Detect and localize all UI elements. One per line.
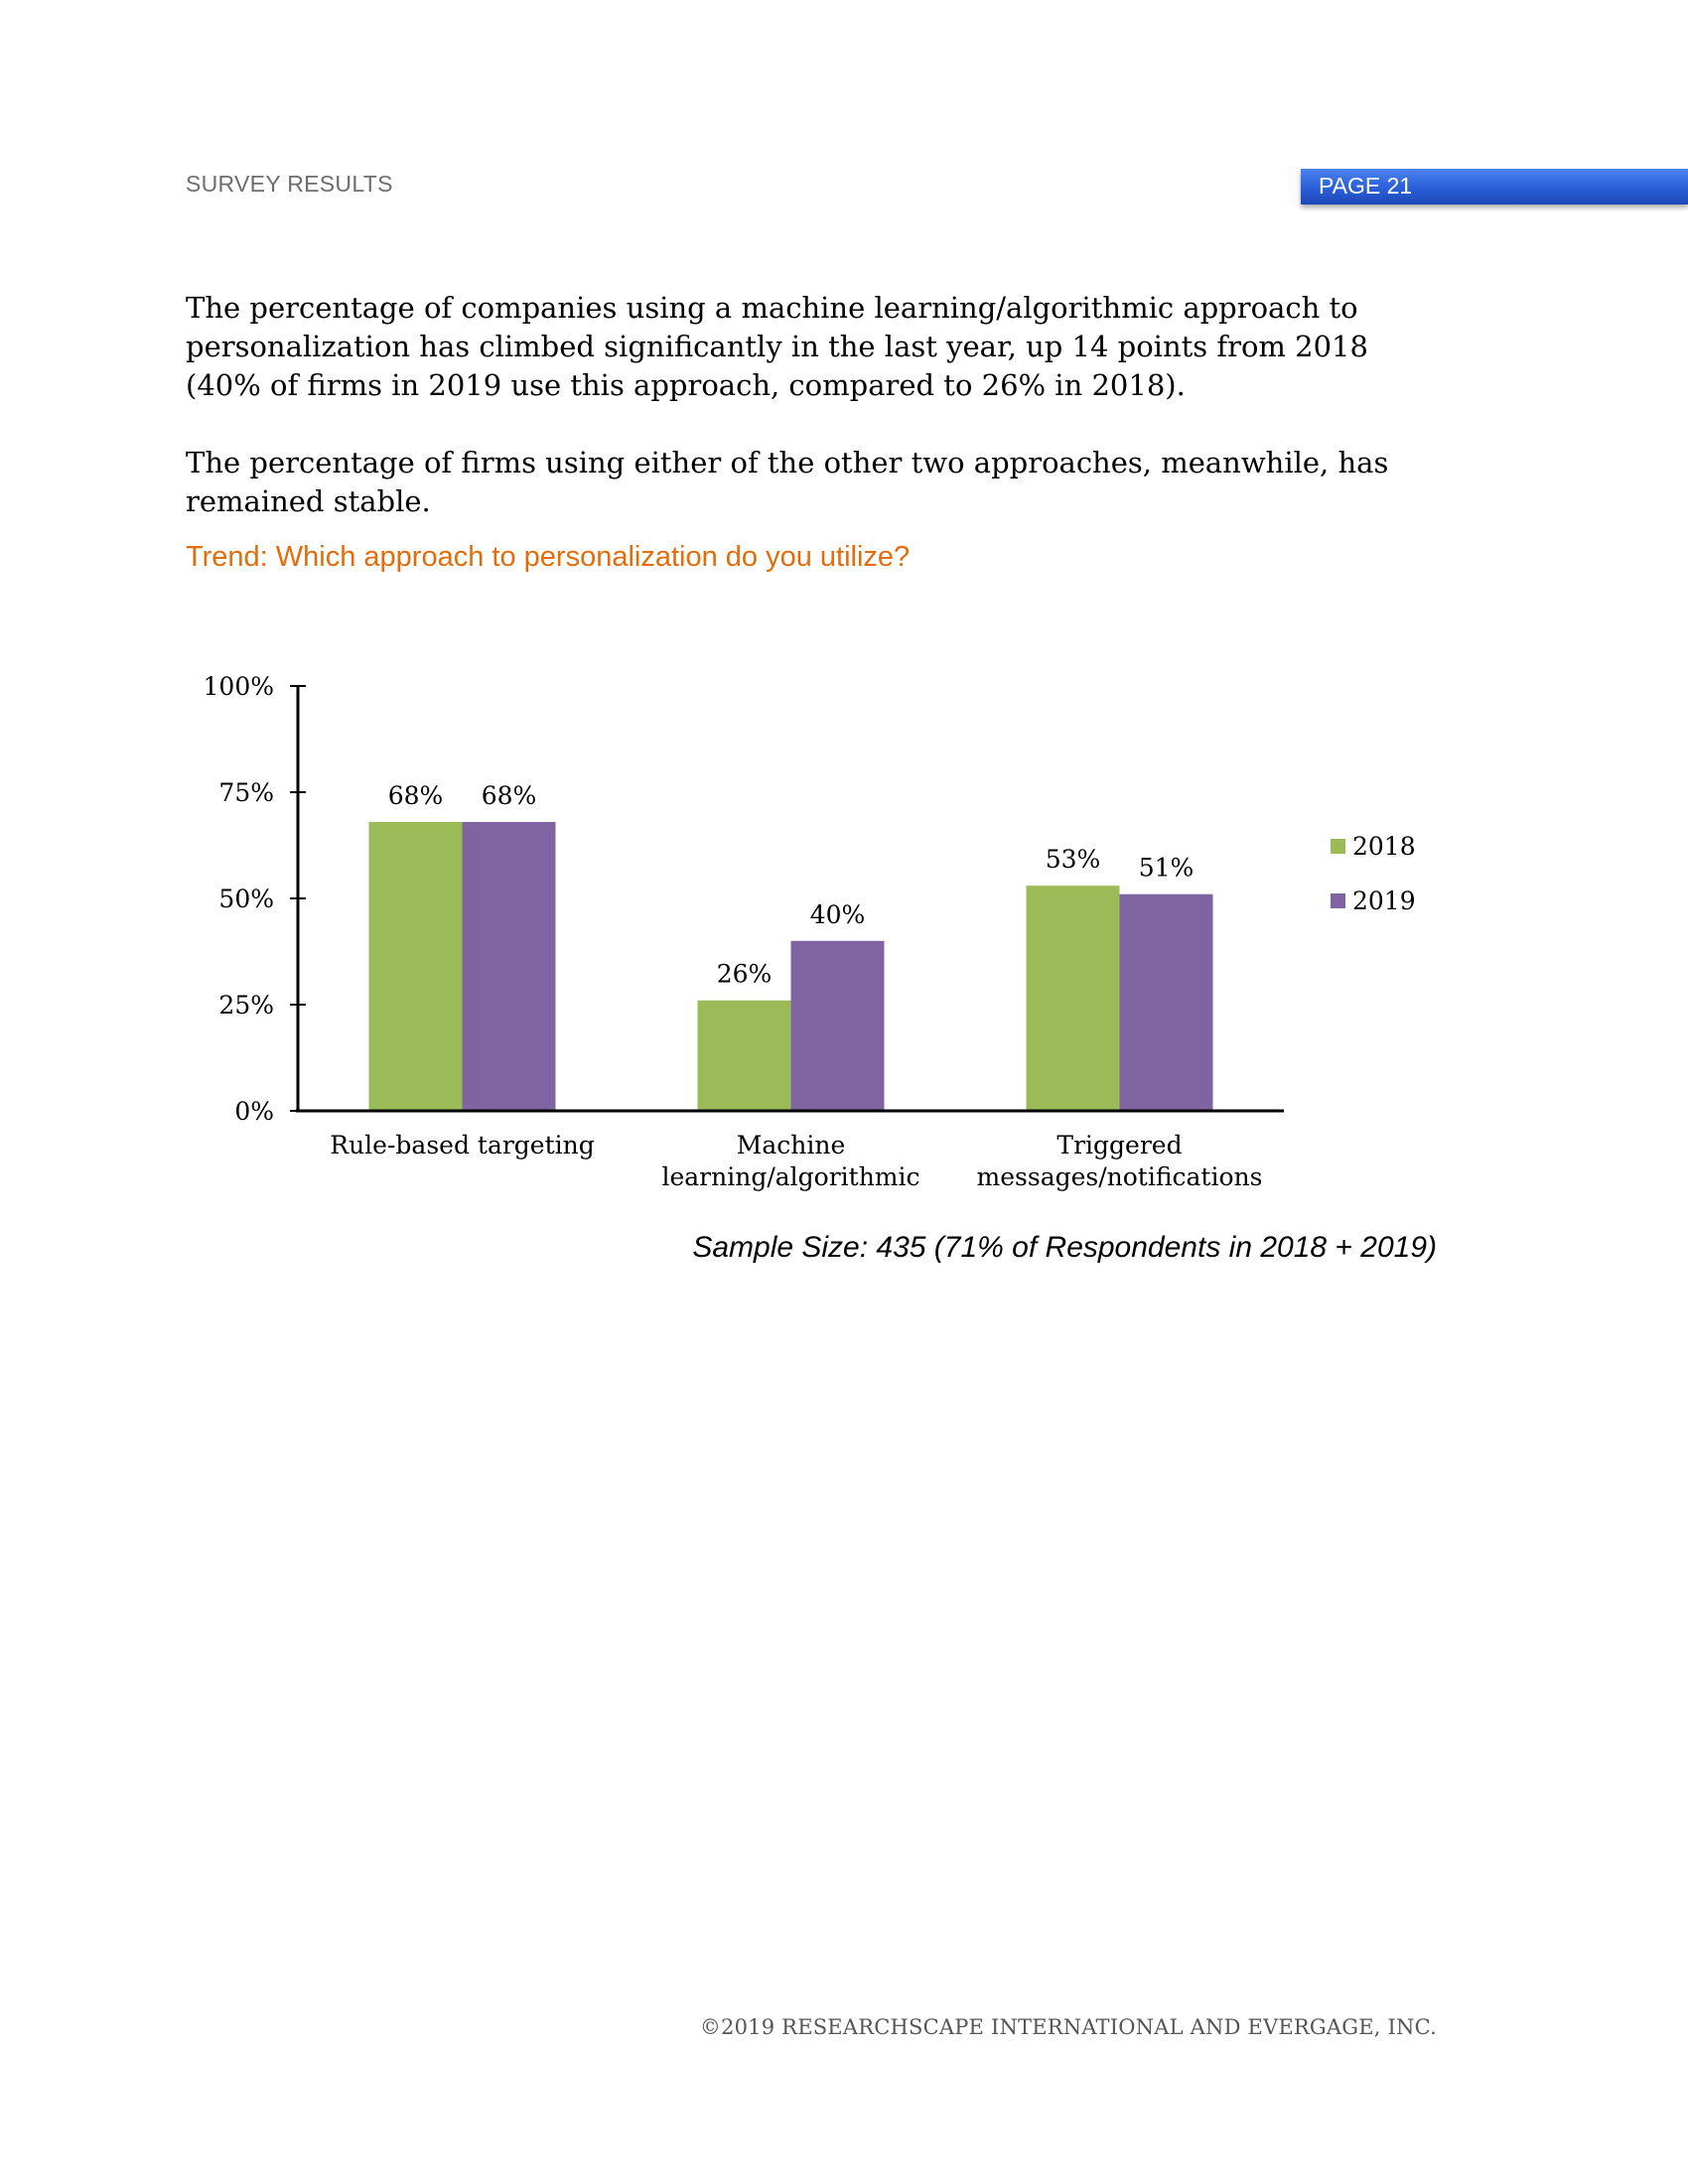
data-label-2018: 53% <box>1045 845 1101 875</box>
page-number-label: PAGE 21 <box>1319 173 1413 199</box>
legend-swatch-2018 <box>1331 839 1345 854</box>
x-category-label: messages/notifications <box>976 1162 1263 1191</box>
bar-2019 <box>463 822 556 1111</box>
x-category-label: Triggered <box>1056 1131 1183 1160</box>
chart-title: Trend: Which approach to personalization do you utilize? <box>186 541 911 573</box>
body-paragraph-2: The percentage of firms using either of the other two approaches, meanwhile, has remained stable. <box>186 446 1389 518</box>
y-tick-label: 0% <box>234 1097 274 1126</box>
x-category-label: Machine <box>736 1131 846 1160</box>
section-header: SURVEY RESULTS <box>186 171 393 197</box>
data-label-2019: 68% <box>481 780 537 810</box>
body-paragraph-1: The percentage of companies using a machine learning/algorithmic approach to personalization has climbed significantly in the last year, up 14 points from 2018 (40% of firms in 2019 use this approach, compared to 26% in 2018). <box>186 291 1368 402</box>
data-label-2018: 68% <box>387 780 444 810</box>
bar-2019 <box>1120 894 1213 1111</box>
bar-2018 <box>1027 886 1120 1111</box>
bar-2019 <box>791 941 885 1111</box>
x-category-label: Rule-based targeting <box>330 1131 595 1160</box>
sample-size-note: Sample Size: 435 (71% of Respondents in 2018 + 2019) <box>692 1231 1437 1264</box>
x-category-label: learning/algorithmic <box>661 1162 920 1191</box>
y-tick-label: 75% <box>218 778 274 807</box>
copyright-footer: ©2019 RESEARCHSCAPE INTERNATIONAL AND EVERGAGE, INC. <box>699 2015 1437 2039</box>
legend-swatch-2019 <box>1331 893 1345 908</box>
legend-label-2019: 2019 <box>1352 887 1416 915</box>
bar-2018 <box>698 1001 791 1111</box>
bar-2018 <box>369 822 463 1111</box>
y-tick-label: 100% <box>203 672 274 701</box>
y-tick-label: 50% <box>218 885 274 913</box>
y-tick-label: 25% <box>218 991 274 1020</box>
data-label-2018: 26% <box>716 959 773 989</box>
page-number-tab <box>1301 169 1688 205</box>
data-label-2019: 51% <box>1138 853 1195 883</box>
data-label-2019: 40% <box>809 899 866 929</box>
legend-label-2018: 2018 <box>1352 832 1416 861</box>
